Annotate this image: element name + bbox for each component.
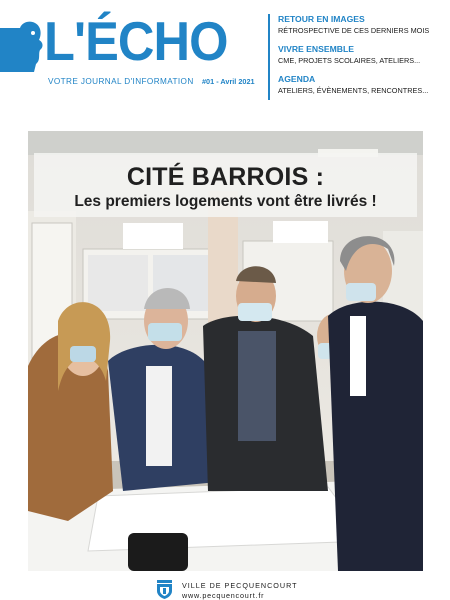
issue-number: #01 - Avril 2021 [202,77,255,86]
toc-item-title: AGENDA [278,73,316,84]
toc-item-title: VIVRE ENSEMBLE [278,43,354,54]
toc-item-agenda[interactable] [278,75,446,96]
toc-item-vivre-ensemble[interactable] [278,45,446,66]
toc-item-desc: ATELIERS, ÉVÈNEMENTS, RENCONTRES... [278,86,429,96]
silhouette-head-icon [0,20,50,72]
footer-website-link[interactable]: www.pecquencourt.fr [182,591,265,600]
toc-item-desc: RÉTROSPECTIVE DE CES DERNIERS MOIS [278,26,430,36]
masthead-title: L'ÉCHO [44,10,228,72]
masthead-tagline: VOTRE JOURNAL D'INFORMATION [48,77,194,86]
table-of-contents [278,15,446,105]
toc-item-desc: CME, PROJETS SCOLAIRES, ATELIERS... [278,56,421,66]
cover-photo [28,131,423,571]
footer-town-name: VILLE DE PECQUENCOURT [182,581,298,590]
cover-headline: CITÉ BARROIS : [126,163,325,191]
toc-divider [268,14,270,100]
cover-subheadline: Les premiers logements vont être livrés ! [74,193,377,210]
town-crest-icon [156,579,173,599]
toc-item-title: RETOUR EN IMAGES [278,14,365,24]
toc-item-retour-en-images[interactable] [278,15,446,36]
